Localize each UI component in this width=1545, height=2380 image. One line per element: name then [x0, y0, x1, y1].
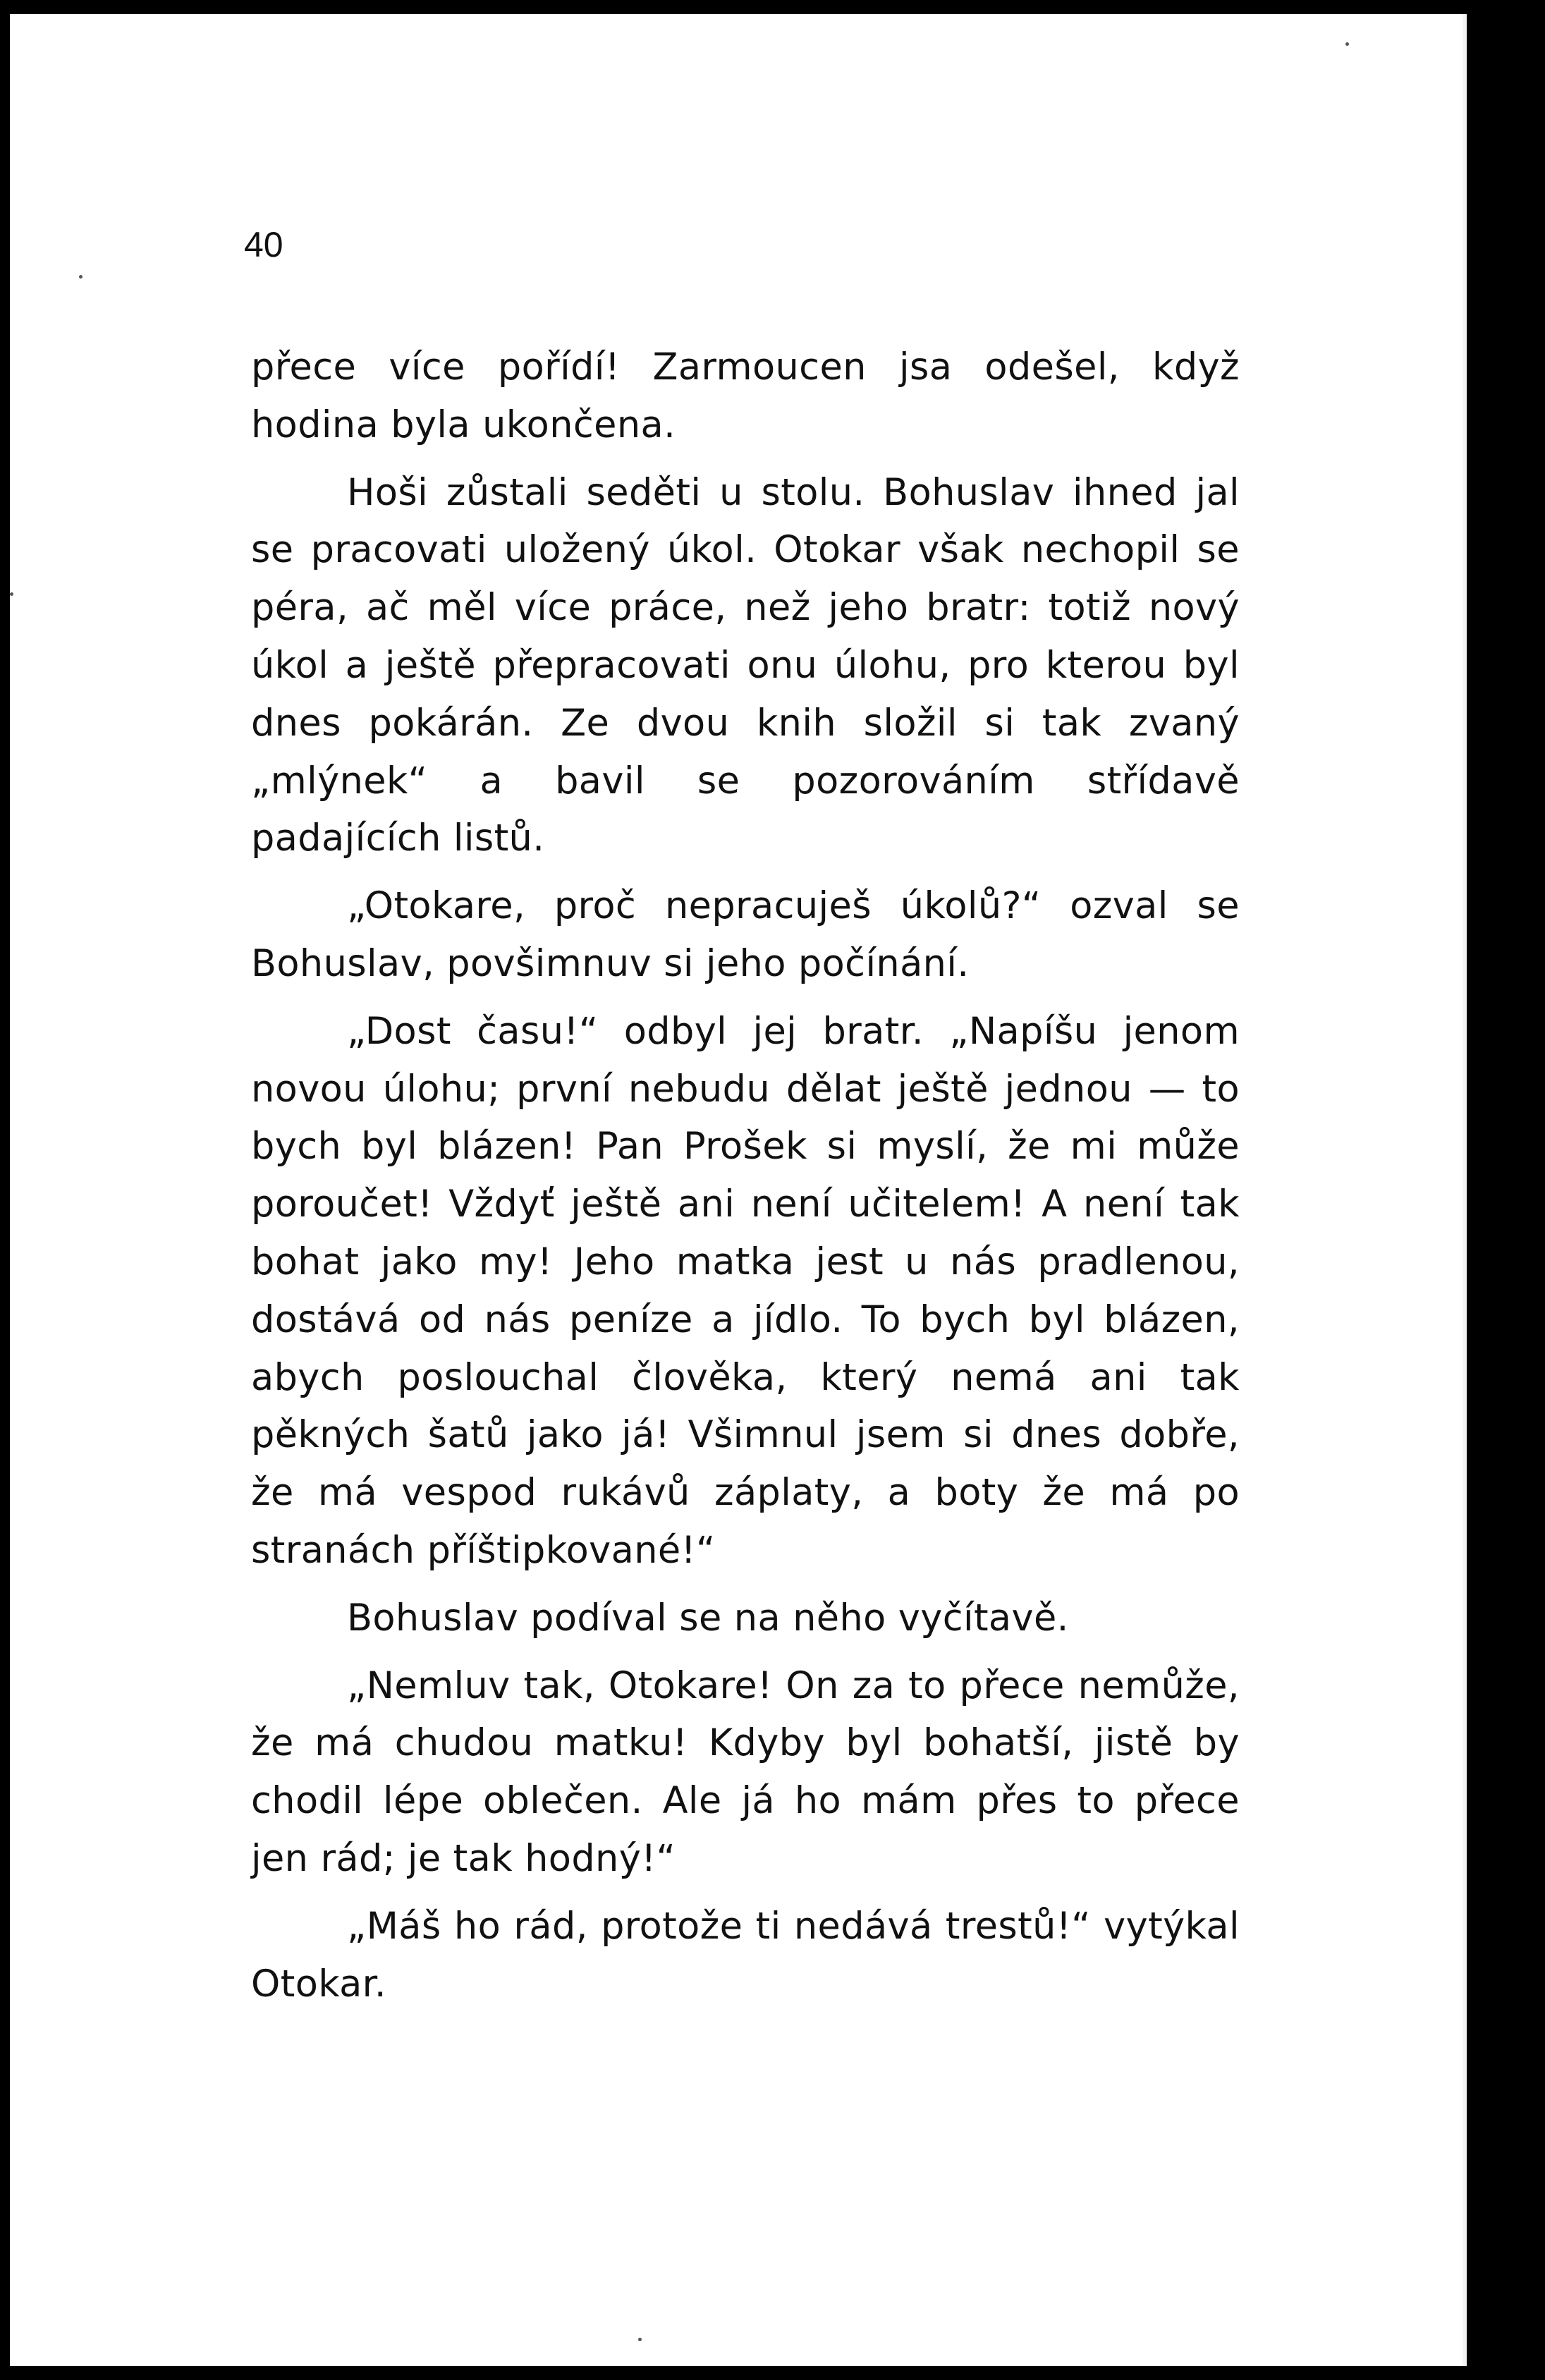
paragraph: přece více pořídí! Zarmoucen jsa odešel, když hodina byla ukončena.	[251, 346, 1240, 446]
book-binding	[1479, 14, 1545, 2366]
paragraph: „Otokare, proč nepracuješ úkolů?“ ozval se Bohuslav, povšimnuv si jeho počínání.	[251, 884, 1240, 985]
dust-speck	[10, 592, 13, 596]
paragraph: Bohuslav podíval se na něho vyčítavě.	[347, 1596, 1069, 1640]
page-body	[251, 338, 1240, 2022]
paragraph: „Dost času!“ odbyl jej bratr. „Napíšu jenom novou úlohu; první nebudu dělat ještě jednou — to bych byl blázen! Pan Prošek si myslí, že mi může poroučet! Vždyť ještě ani není učitelem! A není tak bohat jako my! Jeho matka jest u nás pradlenou, dostává od nás peníze a jídlo. To bych byl blázen, abych poslouchal člověka, který nemá ani tak pěkných šatů jako já! Všimnul jsem si dnes dobře, že má vespod rukávů záplaty, a boty že má po stranách příštipkované!“	[251, 1009, 1240, 1572]
page-number: 40	[244, 225, 283, 264]
dust-speck	[638, 2338, 642, 2341]
dust-speck	[1345, 42, 1349, 46]
dust-speck	[79, 275, 83, 279]
paragraph: Hoši zůstali seděti u stolu. Bohuslav ihned jal se pracovati uložený úkol. Otokar však nechopil se péra, ač měl více práce, než jeho bratr: totiž nový úkol a ještě přepracovati onu úlohu, pro kterou byl dnes pokárán. Ze dvou knih složil si tak zvaný „mlýnek“ a bavil se pozorováním střídavě padajících listů.	[251, 470, 1240, 860]
page-edge	[1462, 14, 1467, 2366]
paragraph: „Máš ho rád, protože ti nedává trestů!“ vytýkal Otokar.	[251, 1904, 1240, 2006]
paragraph: „Nemluv tak, Otokare! On za to přece nemůže, že má chudou matku! Kdyby byl bohatší, jistě by chodil lépe oblečen. Ale já ho mám přes to přece jen rád; je tak hodný!“	[251, 1664, 1240, 1880]
